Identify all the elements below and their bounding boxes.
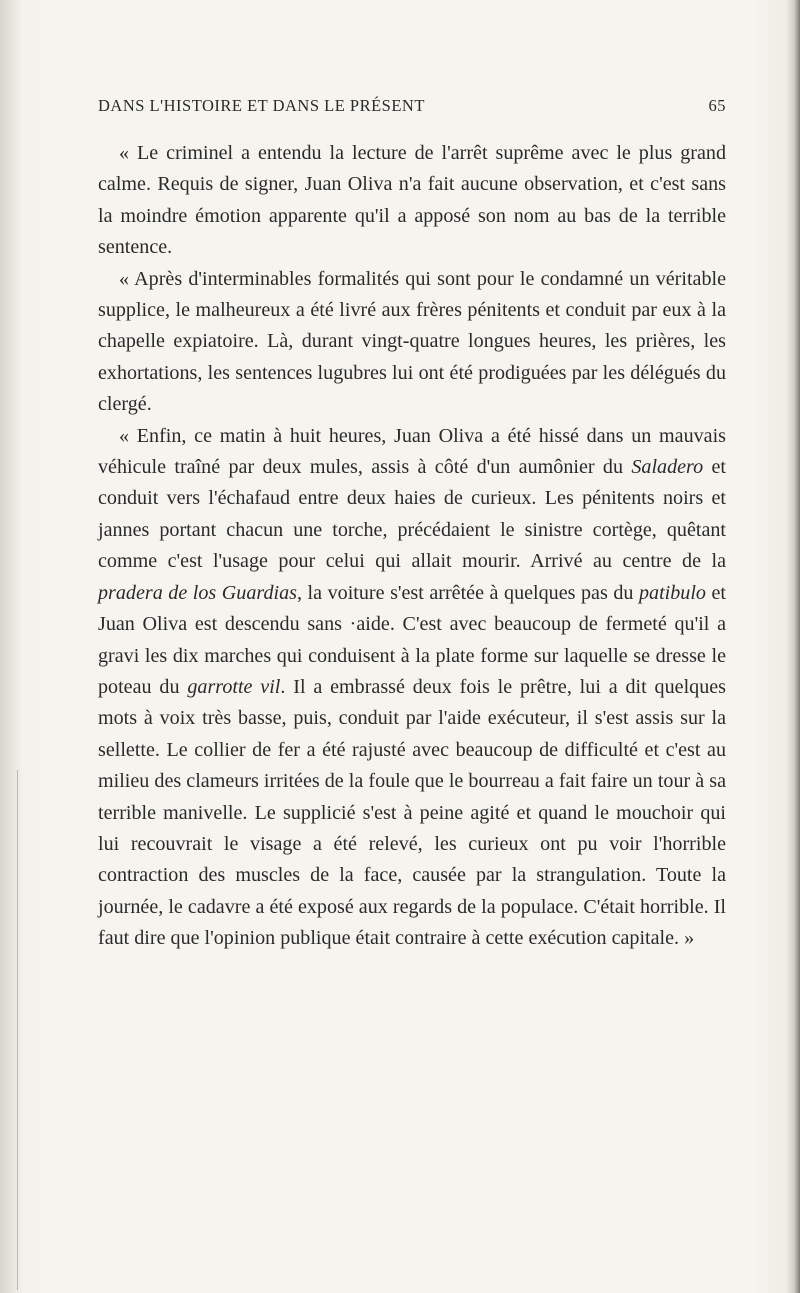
text-segment: et Juan Oliva est descendu sans ·aide. C'est avec beaucoup de fermeté qu'il a gravi les dix marches qui conduisent à la plate forme sur laquelle se dresse le poteau du bbox=[98, 581, 727, 698]
text-segment: et conduit vers l'échafaud entre deux haies de curieux. Les pénitents noirs et jannes portant chacun une torche, précédaient le sinistre cortège, quêtant comme c'est l'usage pour celui qui allait mourir. Arrivé au centre de la bbox=[98, 456, 726, 573]
page-right-shadow bbox=[786, 0, 800, 1293]
italic-term-pradera: pradera de los Guardias bbox=[98, 581, 297, 604]
italic-term-garrotte: garrotte vil bbox=[187, 675, 281, 698]
text-segment: « Le criminel a entendu la lecture de l'arrêt suprême avec le plus grand calme. Requis de signer, Juan Oliva n'a fait aucune observation, et c'est sans la moindre émotion apparente qu'il a apposé son nom au bas de la terrible sentence. bbox=[98, 142, 726, 259]
italic-term-patibulo: patibulo bbox=[638, 581, 706, 604]
paragraph-2 bbox=[98, 264, 726, 421]
page-fold-line bbox=[17, 770, 18, 1290]
running-head bbox=[98, 96, 726, 124]
text-segment: « Après d'interminables formalités qui sont pour le condamné un véritable supplice, le malheureux a été livré aux frères pénitents et conduit par eux à la chapelle expiatoire. Là, durant vingt-quatre longues heures, les prières, les exhortations, les sentences lugubres lui ont été prodiguées par les délégués du clergé. bbox=[98, 267, 726, 416]
page-left-shadow bbox=[0, 0, 22, 1293]
text-segment: « Enfin, ce matin à huit heures, Juan Oliva a été hissé dans un mauvais véhicule traîné par deux mules, assis à côté d'un aumônier du bbox=[98, 424, 726, 479]
body-text bbox=[98, 138, 726, 955]
paragraph-1 bbox=[98, 138, 726, 264]
page-number: 65 bbox=[708, 96, 726, 115]
italic-term-saladero: Saladero bbox=[631, 456, 704, 479]
text-segment: , la voiture s'est arrêtée à quelques pas du bbox=[296, 581, 639, 604]
paragraph-3 bbox=[98, 421, 726, 955]
running-title: DANS L'HISTOIRE ET DANS LE PRÉSENT bbox=[98, 96, 425, 115]
text-segment: . Il a embrassé deux fois le prêtre, lui a dit quelques mots à voix très basse, puis, conduit par l'aide exécuteur, il s'est assis sur la sellette. Le collier de fer a été rajusté avec beaucoup de difficulté et c'est au milieu des clameurs irritées de la foule que le bourreau a fait faire un tour à sa terrible manivelle. Le supplicié s'est à peine agité et quand le mouchoir qui lui recouvrait le visage a été relevé, les curieux ont pu voir l'horrible contraction des muscles de la face, causée par la strangulation. Toute la journée, le cadavre a été exposé aux regards de la populace. C'était horrible. Il faut dire que l'opinion publique était contraire à cette exécution capitale. » bbox=[98, 675, 726, 950]
